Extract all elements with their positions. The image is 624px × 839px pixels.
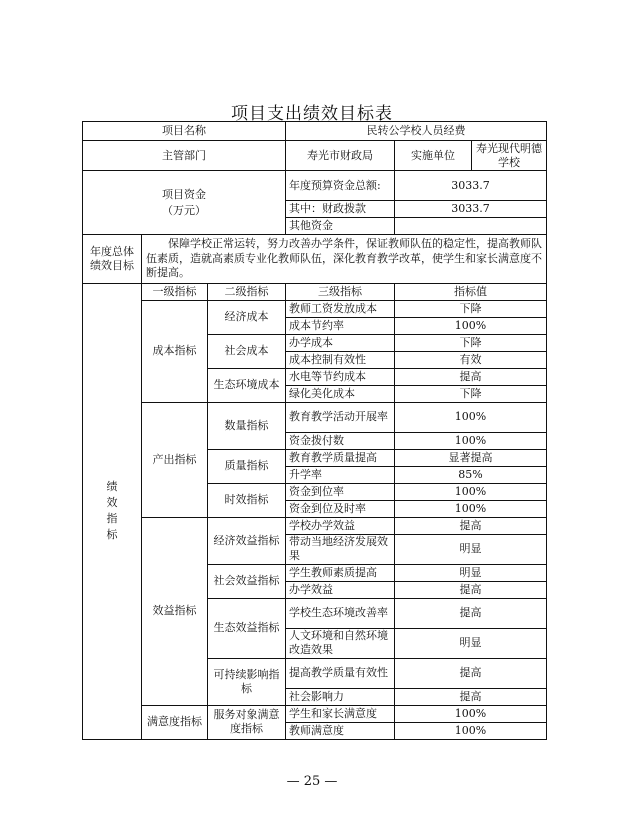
quality-indicators-label: 质量指标 bbox=[208, 449, 286, 483]
page-title: 项目支出绩效目标表 bbox=[231, 104, 393, 124]
table-row bbox=[83, 705, 547, 722]
indicator-value: 明显 bbox=[395, 564, 547, 581]
indicator-name: 升学率 bbox=[286, 466, 395, 483]
project-name-value: 民转公学校人员经费 bbox=[286, 122, 547, 141]
table-row bbox=[83, 235, 547, 284]
indicator-value: 100% bbox=[395, 705, 547, 722]
indicator-value: 提高 bbox=[395, 688, 547, 705]
indicator-value: 100% bbox=[395, 722, 547, 739]
service-satisfaction-label: 服务对象满意度指标 bbox=[208, 705, 286, 739]
indicator-name: 成本控制有效性 bbox=[286, 351, 395, 368]
project-name-label: 项目名称 bbox=[83, 122, 286, 141]
indicator-name: 学校办学效益 bbox=[286, 517, 395, 534]
header-value: 指标值 bbox=[395, 283, 547, 300]
indicator-name: 办学效益 bbox=[286, 581, 395, 598]
annual-goal-label: 年度总体绩效目标 bbox=[83, 235, 142, 284]
indicator-value: 下降 bbox=[395, 385, 547, 402]
indicator-name: 办学成本 bbox=[286, 334, 395, 351]
indicator-name: 带动当地经济发展效果 bbox=[286, 534, 395, 564]
indicator-value: 提高 bbox=[395, 598, 547, 628]
eco-benefit-label: 生态效益指标 bbox=[208, 598, 286, 658]
indicator-name: 资金到位及时率 bbox=[286, 500, 395, 517]
economic-benefit-label: 经济效益指标 bbox=[208, 517, 286, 564]
indicator-value: 提高 bbox=[395, 581, 547, 598]
page-number: — 25 — bbox=[286, 774, 338, 789]
indicator-name: 水电等节约成本 bbox=[286, 368, 395, 385]
other-funds-label: 其他资金 bbox=[286, 218, 395, 235]
annual-budget-label: 年度预算资金总额: bbox=[286, 171, 395, 201]
eco-cost-label: 生态环境成本 bbox=[208, 368, 286, 402]
table-row bbox=[83, 300, 547, 317]
indicator-value: 提高 bbox=[395, 368, 547, 385]
indicator-name: 提高教学质量有效性 bbox=[286, 658, 395, 688]
dept-value: 寿光市财政局 bbox=[286, 141, 395, 171]
economic-cost-label: 经济成本 bbox=[208, 300, 286, 334]
indicator-name: 学生教师素质提高 bbox=[286, 564, 395, 581]
indicator-value: 下降 bbox=[395, 334, 547, 351]
indicators-section-label: 绩效指标 bbox=[83, 283, 142, 739]
indicator-name: 教育教学质量提高 bbox=[286, 449, 395, 466]
table-row bbox=[83, 141, 547, 171]
table-row bbox=[83, 517, 547, 534]
indicator-value: 100% bbox=[395, 432, 547, 449]
indicator-name: 学生和家长满意度 bbox=[286, 705, 395, 722]
dept-label: 主管部门 bbox=[83, 141, 286, 171]
social-benefit-label: 社会效益指标 bbox=[208, 564, 286, 598]
social-cost-label: 社会成本 bbox=[208, 334, 286, 368]
fiscal-value: 3033.7 bbox=[395, 201, 547, 218]
indicator-value: 100% bbox=[395, 402, 547, 432]
indicator-name: 成本节约率 bbox=[286, 317, 395, 334]
indicator-value: 100% bbox=[395, 317, 547, 334]
indicator-value: 100% bbox=[395, 483, 547, 500]
table-row bbox=[83, 283, 547, 300]
cost-indicators-label: 成本指标 bbox=[142, 300, 208, 402]
funds-label: 项目资金 （万元） bbox=[83, 171, 286, 235]
indicator-name: 资金拨付数 bbox=[286, 432, 395, 449]
header-level1: 一级指标 bbox=[142, 283, 208, 300]
other-funds-value bbox=[395, 218, 547, 235]
indicator-value: 提高 bbox=[395, 517, 547, 534]
indicator-name: 教育教学活动开展率 bbox=[286, 402, 395, 432]
timeliness-indicators-label: 时效指标 bbox=[208, 483, 286, 517]
indicator-value: 提高 bbox=[395, 658, 547, 688]
indicator-value: 明显 bbox=[395, 628, 547, 658]
annual-budget-value: 3033.7 bbox=[395, 171, 547, 201]
header-level3: 三级指标 bbox=[286, 283, 395, 300]
annual-goal-text: 保障学校正常运转，努力改善办学条件，保证教师队伍的稳定性，提高教师队伍素质，造就高素质专业化教师队伍，深化教育教学改革，使学生和家长满意度不断提高。 bbox=[142, 235, 547, 284]
satisfaction-indicators-label: 满意度指标 bbox=[142, 705, 208, 739]
indicator-name: 社会影响力 bbox=[286, 688, 395, 705]
indicator-name: 绿化美化成本 bbox=[286, 385, 395, 402]
indicator-name: 教师满意度 bbox=[286, 722, 395, 739]
fiscal-label: 其中：财政拨款 bbox=[286, 201, 395, 218]
indicator-name: 资金到位率 bbox=[286, 483, 395, 500]
indicator-value: 下降 bbox=[395, 300, 547, 317]
indicator-name: 学校生态环境改善率 bbox=[286, 598, 395, 628]
impl-label: 实施单位 bbox=[395, 141, 472, 171]
header-level2: 二级指标 bbox=[208, 283, 286, 300]
impl-value: 寿光现代明德学校 bbox=[472, 141, 547, 171]
benefit-indicators-label: 效益指标 bbox=[142, 517, 208, 705]
indicator-value: 100% bbox=[395, 500, 547, 517]
indicator-name: 教师工资发放成本 bbox=[286, 300, 395, 317]
table-row bbox=[83, 171, 547, 201]
indicator-value: 有效 bbox=[395, 351, 547, 368]
output-indicators-label: 产出指标 bbox=[142, 402, 208, 517]
indicator-value: 显著提高 bbox=[395, 449, 547, 466]
table-row bbox=[83, 402, 547, 432]
indicator-value: 明显 bbox=[395, 534, 547, 564]
quantity-indicators-label: 数量指标 bbox=[208, 402, 286, 449]
performance-table bbox=[82, 121, 547, 740]
indicator-value: 85% bbox=[395, 466, 547, 483]
table-row bbox=[83, 122, 547, 141]
sustainability-label: 可持续影响指标 bbox=[208, 658, 286, 705]
indicator-name: 人文环境和自然环境改造效果 bbox=[286, 628, 395, 658]
